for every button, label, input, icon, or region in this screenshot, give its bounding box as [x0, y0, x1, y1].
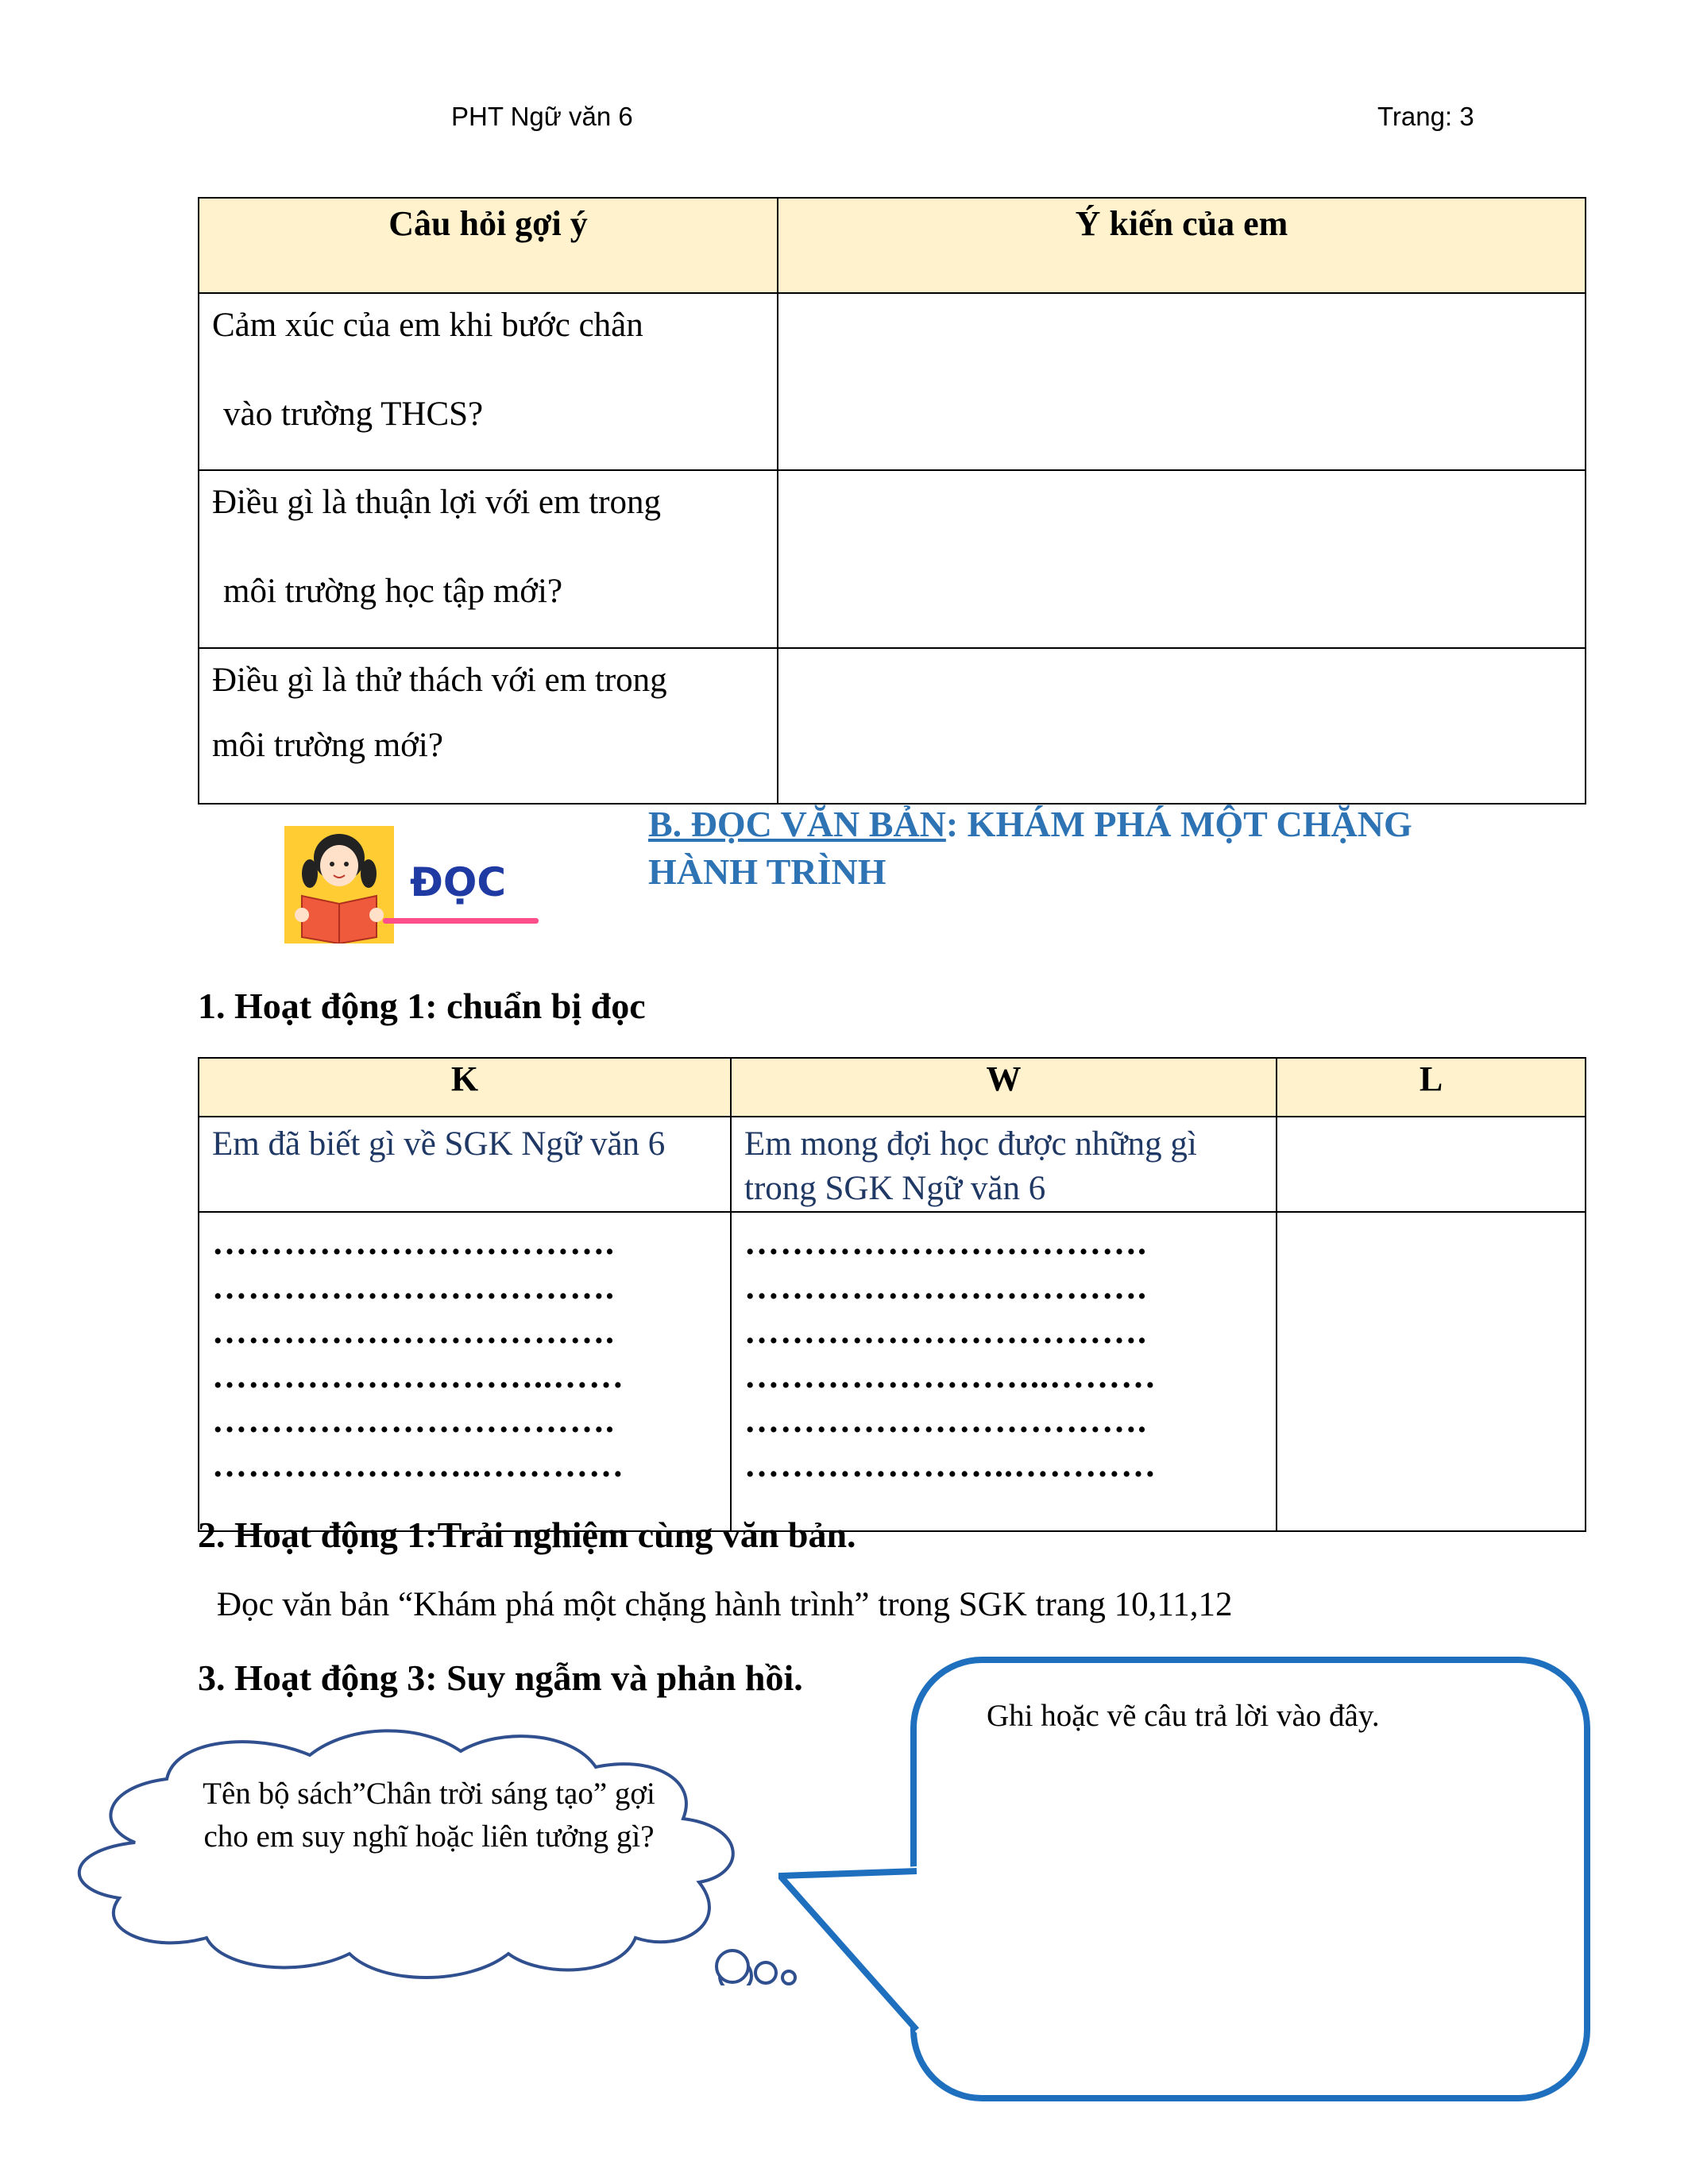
question-line: môi trường học tập mới?	[223, 573, 563, 610]
column-header-questions: Câu hỏi gợi ý	[199, 198, 778, 293]
cloud-question: Tên bộ sách”Chân trời sáng tạo” gợi cho em suy nghĩ hoặc liên tưởng gì?	[203, 1777, 655, 1854]
section-b-prefix: B. ĐỌC VĂN BẢN	[648, 804, 946, 844]
question-cell	[199, 648, 778, 804]
question-line: Điều gì là thử thách với em trong	[212, 662, 667, 699]
kwl-header-k: K	[199, 1058, 731, 1117]
section-b-heading	[648, 801, 1562, 896]
section-b-title-line2: HÀNH TRÌNH	[648, 851, 886, 892]
kwl-table	[198, 1057, 1586, 1532]
question-cell	[199, 470, 778, 648]
speech-pointer	[778, 1866, 929, 2041]
read-badge-label: ĐỌC	[410, 859, 507, 905]
kwl-answer-k[interactable]	[199, 1212, 731, 1531]
dotted-lines: ……………………………. ……………………………. ……………………………. ………………………..…… ……………………………. …………………..…………	[212, 1223, 624, 1484]
activity-3-heading: 3. Hoạt động 3: Suy ngẫm và phản hồi.	[198, 1657, 803, 1698]
header-title: PHT Ngữ văn 6	[451, 102, 633, 131]
answer-cell[interactable]	[778, 648, 1586, 804]
column-header-opinion: Ý kiến của em	[778, 198, 1586, 293]
section-b-title: : KHÁM PHÁ MỘT CHẶNG	[945, 804, 1412, 844]
activity-1-heading: 1. Hoạt động 1: chuẩn bị đọc	[198, 986, 646, 1026]
question-line: Điều gì là thuận lợi với em trong	[212, 484, 661, 521]
question-cell	[199, 293, 778, 470]
reading-instruction: Đọc văn bản “Khám phá một chặng hành trình” trong SGK trang 10,11,12	[217, 1586, 1233, 1623]
kwl-prompt-l	[1277, 1117, 1586, 1212]
kwl-answer-l[interactable]	[1277, 1212, 1586, 1531]
activity-2-heading: 2. Hoạt động 1:Trải nghiệm cùng văn bản.	[198, 1515, 856, 1555]
page-number: Trang: 3	[1377, 102, 1474, 131]
kwl-prompt-k: Em đã biết gì về SGK Ngữ văn 6	[199, 1117, 731, 1212]
answer-prompt: Ghi hoặc vẽ câu trả lời vào đây.	[987, 1699, 1380, 1733]
kwl-prompt-w: Em mong đợi học được những gì trong SGK Ngữ văn 6	[731, 1117, 1277, 1212]
kwl-header-l: L	[1277, 1058, 1586, 1117]
question-line: vào trường THCS?	[223, 396, 484, 433]
answer-cell[interactable]	[778, 470, 1586, 648]
dotted-lines: ……………………………. ……………………………. ……………………………. ……………………..……… ……………………………. …………………..…………	[744, 1223, 1157, 1484]
opinion-table	[198, 197, 1586, 805]
answer-box[interactable]	[910, 1657, 1590, 2101]
question-line: Cảm xúc của em khi bước chân	[212, 307, 643, 344]
kwl-answer-w[interactable]	[731, 1212, 1277, 1531]
question-line: môi trường mới?	[212, 727, 443, 764]
kwl-header-w: W	[731, 1058, 1277, 1117]
answer-cell[interactable]	[778, 293, 1586, 470]
